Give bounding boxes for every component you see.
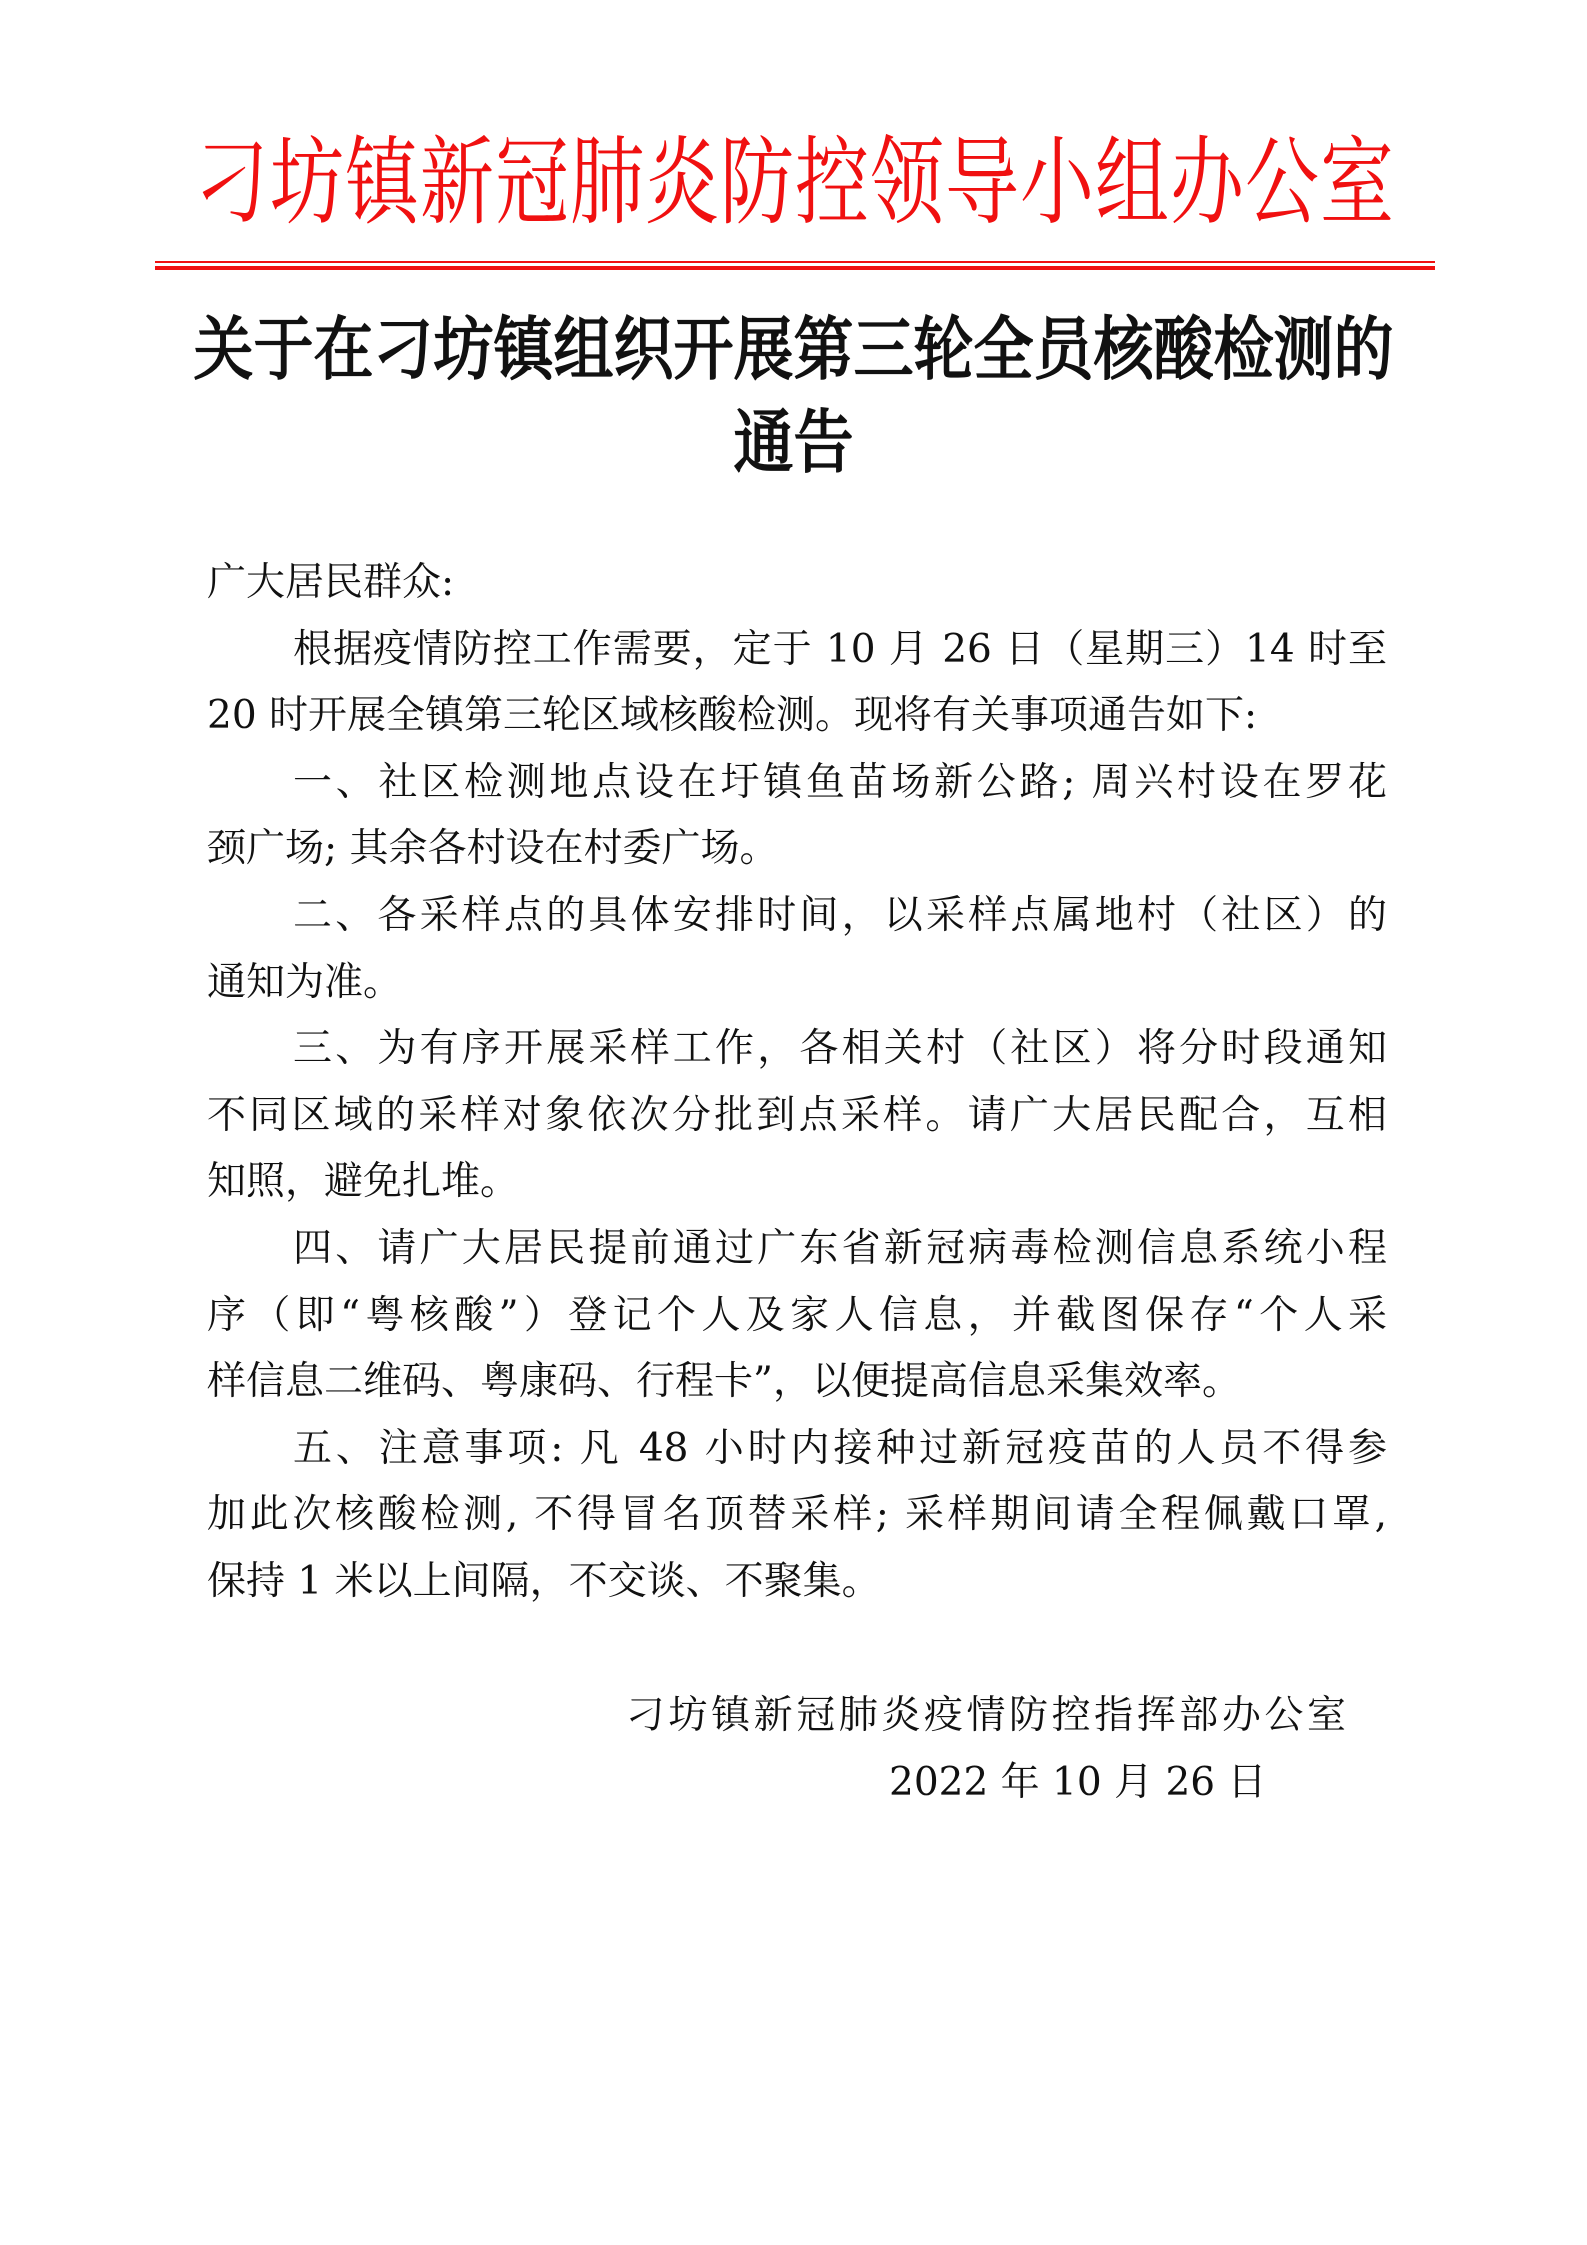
document-title-line-1: 关于在刁坊镇组织开展第三轮全员核酸检测的 [193, 309, 1394, 391]
document-title-line-2: 通告 [733, 402, 854, 484]
letterhead-divider-thick [155, 266, 1435, 270]
paragraph-line: 20 时开展全镇第三轮区域核酸检测。现将有关事项通告如下: [207, 693, 1258, 739]
paragraph-line: 加此次核酸检测, 不得冒名顶替采样; 采样期间请全程佩戴口罩, [207, 1492, 1387, 1538]
paragraph-line: 通知为准。 [207, 959, 403, 1005]
letterhead-org-name: 刁坊镇新冠肺炎防控领导小组办公室 [195, 127, 1395, 239]
paragraph-line: 五、注意事项: 凡 48 小时内接种过新冠疫苗的人员不得参 [293, 1425, 1387, 1471]
paragraph-line: 知照，避免扎堆。 [207, 1159, 520, 1205]
paragraph-line: 序（即“粤核酸”）登记个人及家人信息，并截图保存“个人采 [207, 1292, 1387, 1338]
letterhead-divider-thin [155, 261, 1435, 263]
signature-date: 2022 年 10 月 26 日 [889, 1760, 1267, 1805]
paragraph-line: 三、为有序开展采样工作，各相关村（社区）将分时段通知 [293, 1026, 1387, 1072]
paragraph-line: 四、请广大居民提前通过广东省新冠病毒检测信息系统小程 [293, 1225, 1387, 1271]
paragraph-line: 根据疫情防控工作需要，定于 10 月 26 日（星期三）14 时至 [293, 626, 1387, 672]
document-body [207, 550, 1387, 1616]
signature-issuer: 刁坊镇新冠肺炎疫情防控指挥部办公室 [626, 1693, 1346, 1738]
paragraph-line: 颈广场; 其余各村设在村委广场。 [207, 826, 779, 872]
paragraph-line: 保持 1 米以上间隔，不交谈、不聚集。 [207, 1558, 881, 1604]
salutation: 广大居民群众: [207, 560, 455, 605]
paragraph-line: 不同区域的采样对象依次分批到点采样。请广大居民配合，互相 [207, 1092, 1387, 1138]
paragraph-line: 二、各采样点的具体安排时间，以采样点属地村（社区）的 [293, 892, 1387, 938]
paragraph-line: 一、社区检测地点设在圩镇鱼苗场新公路; 周兴村设在罗花 [293, 759, 1387, 805]
paragraph-line: 样信息二维码、粤康码、行程卡”，以便提高信息采集效率。 [207, 1359, 1241, 1405]
